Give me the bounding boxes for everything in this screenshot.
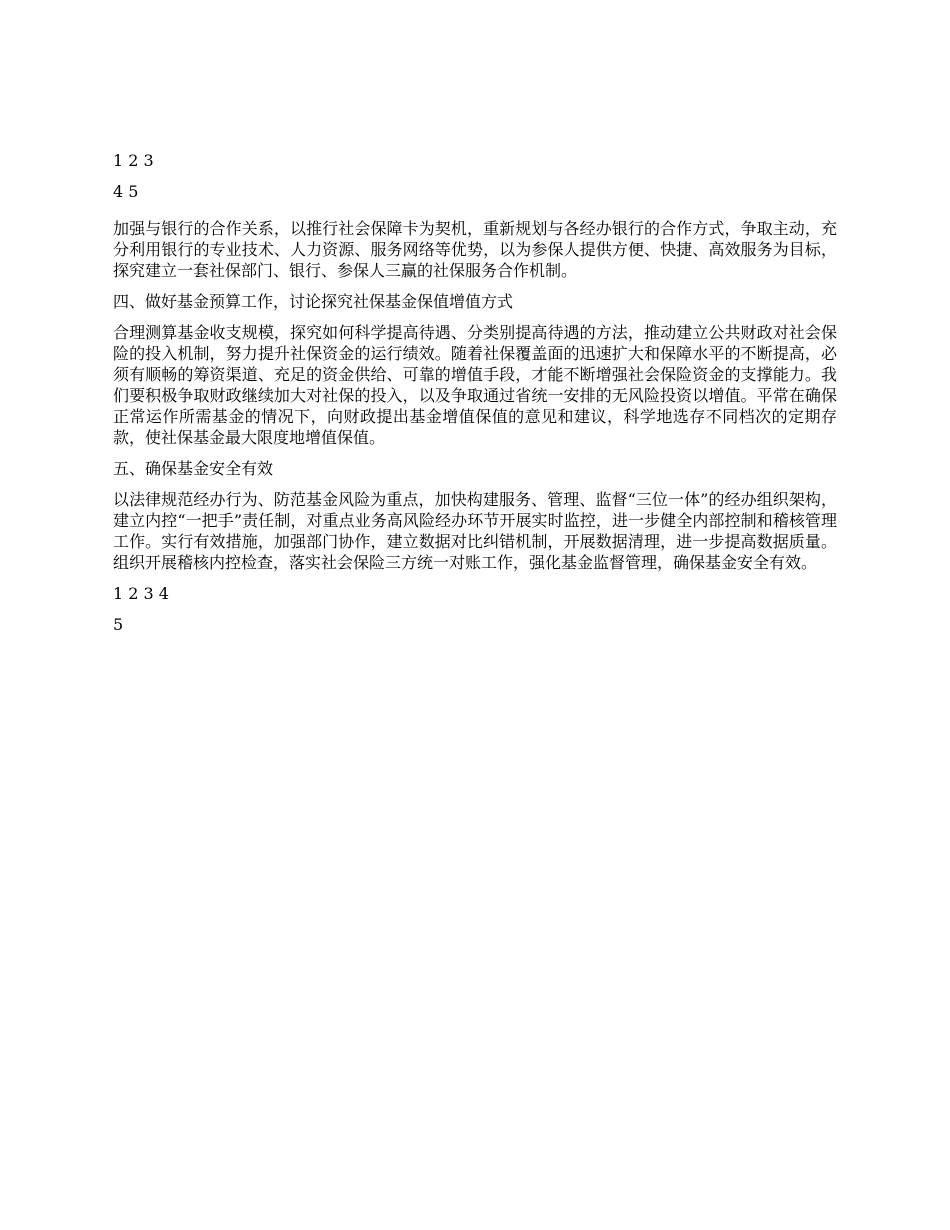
page-numbers-line-3: 1 2 3 4 (113, 584, 169, 603)
paragraph-fund-security: 以法律规范经办行为、防范基金风险为重点，加快构建服务、管理、监督“三位一体”的经办组织架构，建立内控“一把手”责任制，对重点业务高风险经办环节开展实时监控，进一步健全内部控制和稽核管理工作。实行有效措施，加强部门协作，建立数据对比纠错机制，开展数据清理，进一步提高数据质量。组织开展稽核内控检查，落实社会保险三方统一对账工作，强化基金监督管理，确保基金安全有效。 (113, 490, 837, 572)
page-numbers-line-2: 4 5 (113, 182, 139, 201)
paragraph-bank-cooperation: 加强与银行的合作关系，以推行社会保障卡为契机，重新规划与各经办银行的合作方式，争取主动，充分利用银行的专业技术、人力资源、服务网络等优势，以为参保人提供方便、快捷、高效服务为目标，探究建立一套社保部门、银行、参保人三赢的社保服务合作机制。 (113, 219, 837, 280)
page-numbers-line-1: 1 2 3 (113, 151, 154, 170)
page-numbers-line-4: 5 (113, 615, 124, 634)
document-body (113, 150, 837, 635)
section-heading-4: 四、做好基金预算工作，讨论探究社保基金保值增值方式 (113, 292, 514, 311)
paragraph-fund-budget: 合理测算基金收支规模，探究如何科学提高待遇、分类别提高待遇的方法，推动建立公共财政对社会保险的投入机制，努力提升社保资金的运行绩效。随着社保覆盖面的迅速扩大和保障水平的不断提高，必须有顺畅的筹资渠道、充足的资金供给、可靠的增值手段，才能不断增强社会保险资金的支撑能力。我们要积极争取财政继续加大对社保的投入，以及争取通过省统一安排的无风险投资以增值。平常在确保正常运作所需基金的情况下，向财政提出基金增值保值的意见和建议，科学地选存不同档次的定期存款，使社保基金最大限度地增值保值。 (113, 323, 837, 447)
section-heading-5: 五、确保基金安全有效 (113, 459, 274, 478)
